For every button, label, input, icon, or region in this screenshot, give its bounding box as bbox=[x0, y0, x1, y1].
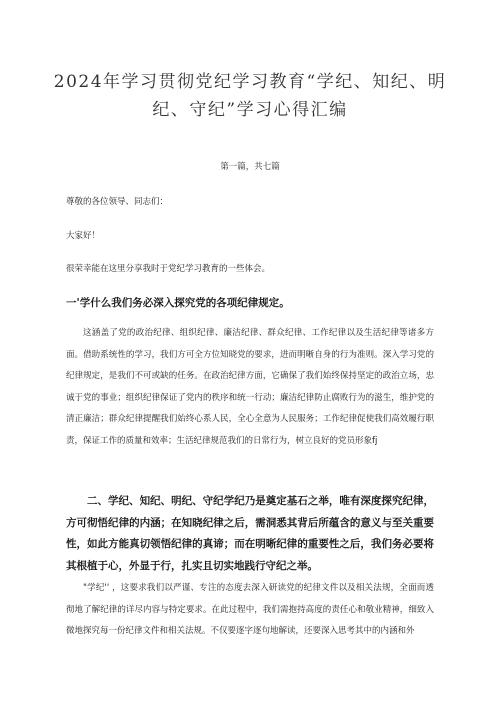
section-heading-1: 一'学什么我们务必深入探究党的各项纪律规定。 bbox=[66, 297, 290, 309]
salutation: 尊敬的各位领导、同志们： bbox=[66, 197, 169, 207]
document-subtitle: 第一篇，共七篇 bbox=[220, 162, 280, 172]
body-paragraph-2: "学纪'' ，这要求我们以严谨、专注的态度去深入研读党的纪律文件以及相关法规，全面而透彻地了解纪律的详尽内容与特定要求。在此过程中，我们需抱持高度的责任心和敬业精神，细致入微地探究每一份纪律文件和相关法规。不仅要逐字逐句地解读，还要深入思考其中的内涵和外 bbox=[66, 583, 434, 636]
greeting: 大家好！ bbox=[66, 231, 101, 241]
body-paragraph-1: 这涵盖了党的政治纪律、组织纪律、廉洁纪律、群众纪律、工作纪律以及生活纪律等诸多方面。借助系统性的学习，我们方可全方位知晓党的要求，进而明晰自身的行为准则。深入学习党的纪律规定，是我们不可或缺的任务。在政治纪律方面，它确保了我们始终保持坚定的政治立场，忠诚于党的事业；组织纪律保证了党内的秩序和统一行动；廉洁纪律防止腐败行为的滋生，维护党的清正廉洁；群众纪律提醒我们始终心系人民，全心全意为人民服务；工作纪律促使我们高效履行职责，保证工作的质量和效率；生活纪律规范我们的日常行为，树立良好的党员形象fj bbox=[66, 328, 434, 446]
intro-paragraph: 很荣幸能在这里分享我时于党纪学习教育的一些体会。 bbox=[66, 264, 271, 274]
document-title: 2024年学习贯彻党纪学习教育“学纪、知纪、明纪、守纪”学习心得汇编 bbox=[53, 72, 447, 120]
section-heading-2: 二、学纪、知纪、明纪、守纪学纪乃是奠定基石之举，唯有深度探究纪律，方可彻悟纪律的内涵；在知晓纪律之后，需洞悉其背后所蕴含的意义与至关重要性，如此方能真切领悟纪律的真谛；而在明晰纪律的重要性之后，我们务必要将其根植于心，外显于行，扎实且切实地践行守纪之举。 bbox=[66, 495, 434, 572]
